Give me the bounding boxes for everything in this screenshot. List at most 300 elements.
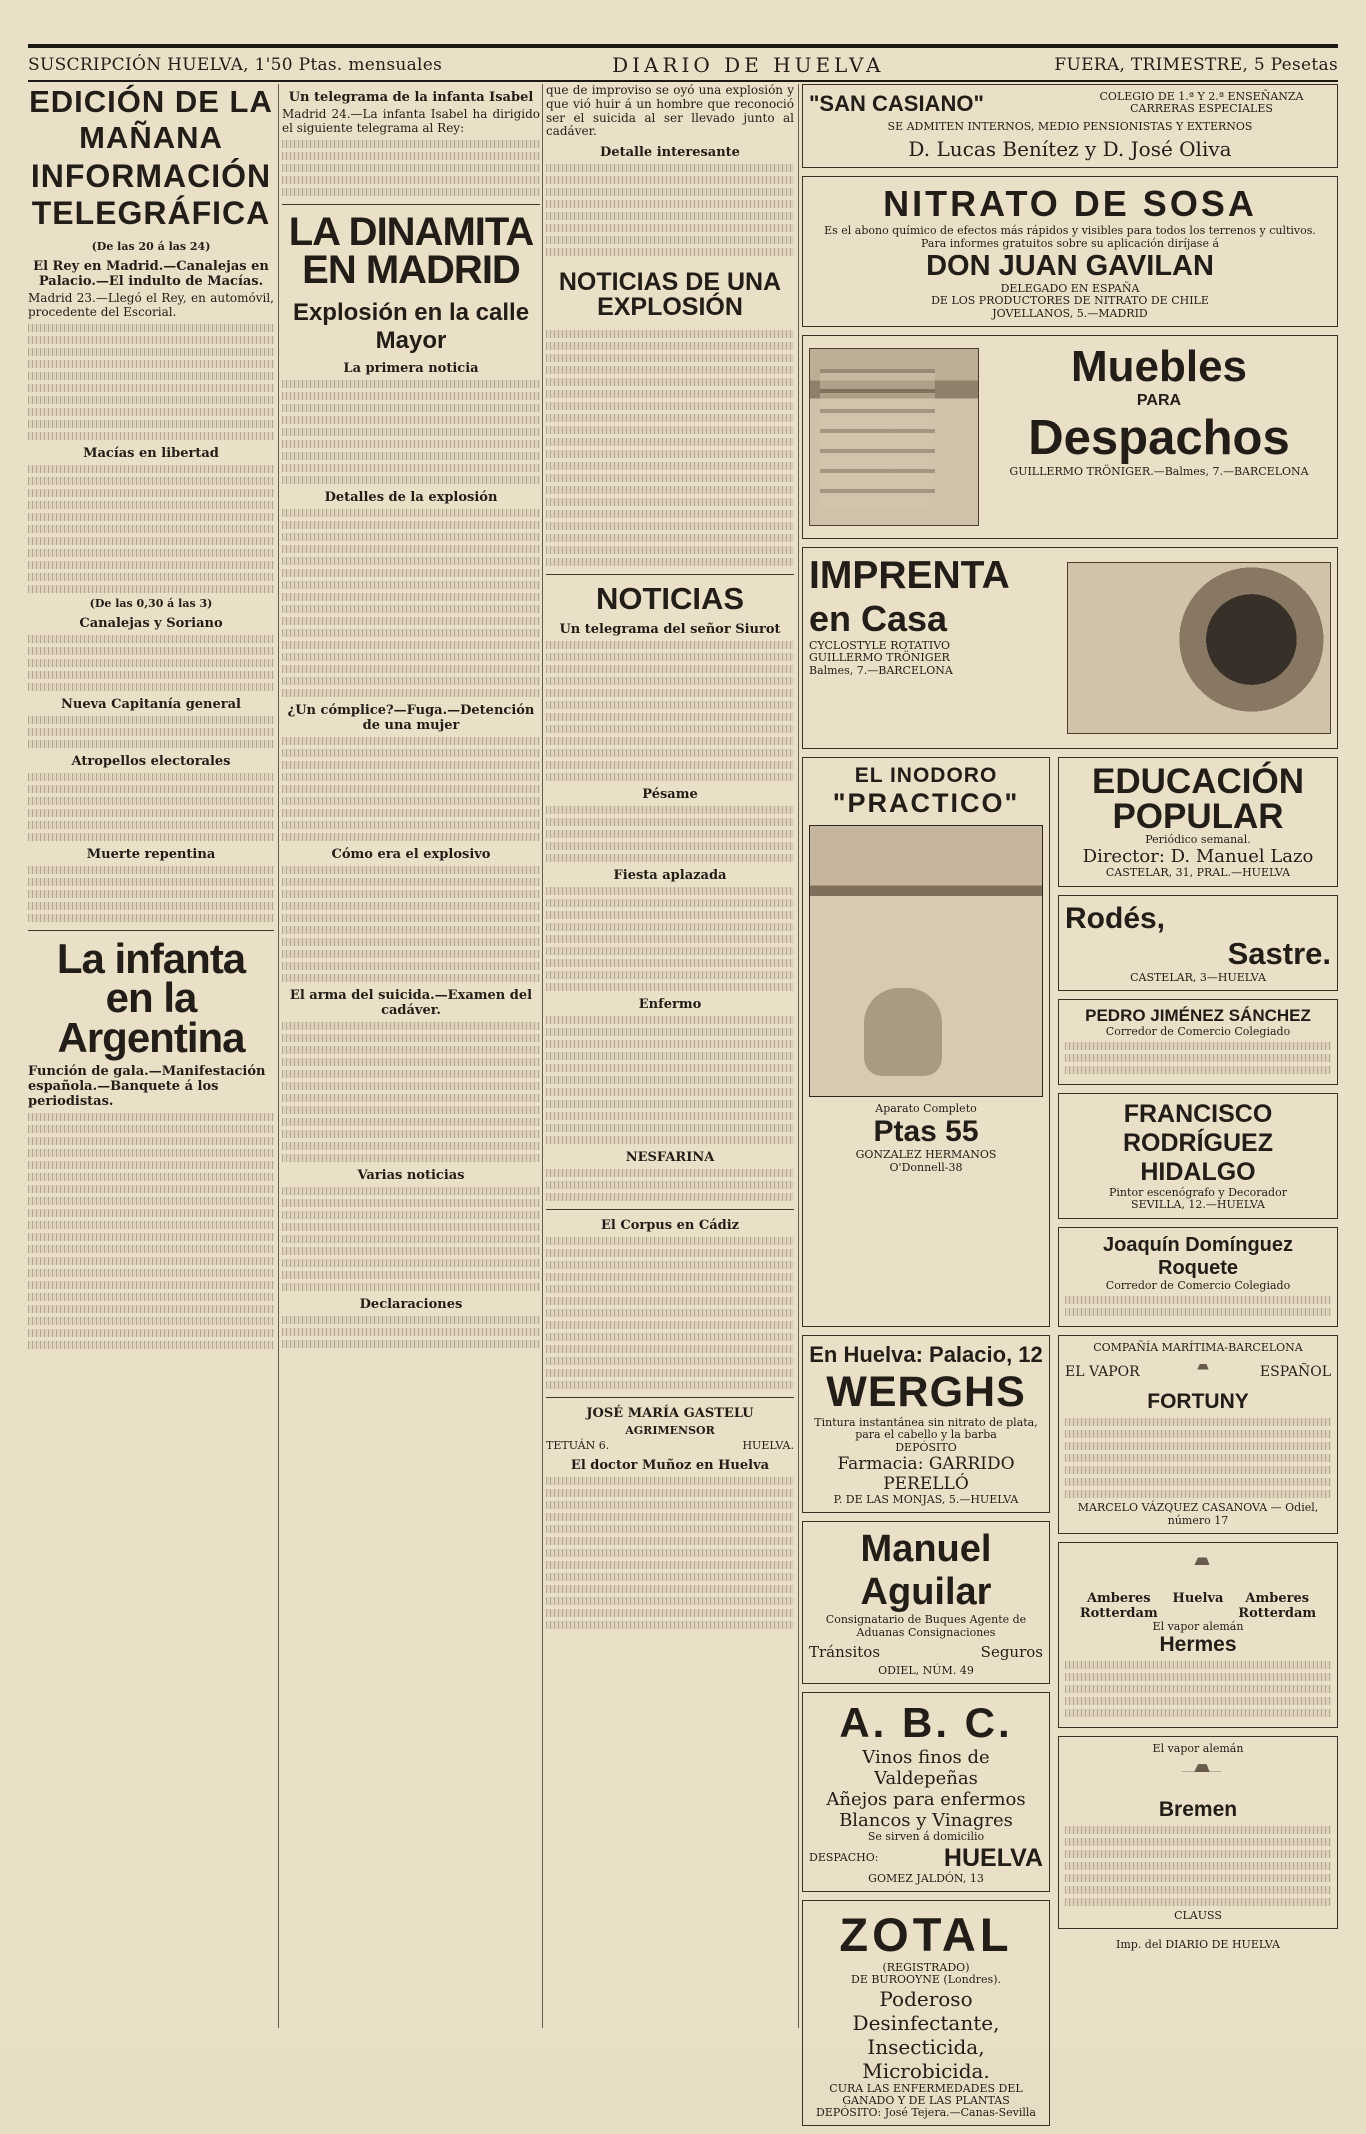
text-band	[546, 546, 794, 554]
text-band	[28, 1269, 274, 1277]
text-band	[282, 416, 540, 424]
nitrato-title: NITRATO DE SOSA	[883, 183, 1257, 225]
primera-noticia-heading: La primera noticia	[343, 360, 479, 376]
text-band	[282, 404, 540, 412]
text-band	[546, 342, 794, 350]
registrado-text: (REGISTRADO)	[882, 1960, 970, 1974]
text-band	[546, 1525, 794, 1533]
text-band	[546, 1237, 794, 1245]
dominguez-title: Joaquín Domínguez Roquete	[1103, 1233, 1293, 1279]
text-band	[546, 188, 794, 196]
text-band	[28, 372, 274, 380]
text-band	[282, 737, 540, 745]
newspaper-title: DIARIO DE HUELVA	[612, 53, 885, 77]
text-band	[282, 164, 540, 172]
pesame-heading: Pésame	[642, 787, 698, 803]
castelar-text: CASTELAR, 31, PRAL.—HUELVA	[1105, 866, 1291, 880]
text-band	[546, 1285, 794, 1293]
text-band	[546, 1016, 794, 1024]
text-band	[546, 450, 794, 458]
text-band	[546, 498, 794, 506]
text-band	[282, 464, 540, 472]
gavilan-intro: Para informes gratuitos sobre su aplicación diríjase á	[920, 236, 1220, 250]
san-casiano-line: SE ADMITEN INTERNOS, MEDIO PENSIONISTAS Y EXTERNOS	[887, 120, 1253, 133]
colegio-title: COLEGIO DE 1.ª Y 2.ª ENSEÑANZA CARRERAS ESPECIALES	[1099, 90, 1304, 116]
director-text: Director: D. Manuel Lazo	[1082, 846, 1314, 868]
text-band	[546, 366, 794, 374]
text-band	[546, 1076, 794, 1084]
text-band	[546, 899, 794, 907]
text-band	[546, 665, 794, 673]
odonnell-text: O'Donnell-38	[889, 1160, 963, 1174]
text-band	[546, 558, 794, 566]
text-band	[546, 474, 794, 482]
enfermo-heading: Enfermo	[638, 997, 702, 1013]
text-band	[546, 510, 794, 518]
text-band	[546, 1537, 794, 1545]
text-band	[282, 1247, 540, 1255]
text-band	[28, 821, 274, 829]
text-band	[282, 1118, 540, 1126]
cura-text: CURA LAS ENFERMEDADES DEL GANADO Y DE LAS PLANTAS	[829, 2081, 1023, 2107]
text-band	[282, 938, 540, 946]
text-band	[282, 629, 540, 637]
text-band	[282, 392, 540, 400]
text-band	[1065, 1862, 1331, 1870]
educacion-ad	[1058, 757, 1338, 887]
text-band	[546, 713, 794, 721]
text-band	[282, 1235, 540, 1243]
text-band	[28, 647, 274, 655]
section-rule	[546, 1209, 794, 1210]
text-band	[282, 1094, 540, 1102]
seguros-text: Seguros	[980, 1642, 1043, 1661]
noticias-explosion-headline: NOTICIAS DE UNA EXPLOSIÓN	[558, 268, 782, 322]
text-band	[28, 477, 274, 485]
text-band	[282, 641, 540, 649]
text-band	[546, 414, 794, 422]
text-band	[282, 809, 540, 817]
vapor-row	[1065, 1360, 1331, 1384]
text-band	[546, 1273, 794, 1281]
text-band	[282, 1187, 540, 1195]
text-band	[1065, 1838, 1331, 1846]
text-band	[546, 1040, 794, 1048]
text-band	[546, 378, 794, 386]
clauss-text: CLAUSS	[1174, 1908, 1222, 1922]
text-band	[546, 1573, 794, 1581]
bremen-title: Bremen	[1158, 1797, 1238, 1821]
text-band	[282, 1316, 540, 1324]
text-band	[282, 1328, 540, 1336]
text-band	[28, 561, 274, 569]
troniger-address-2: Balmes, 7.—BARCELONA	[809, 663, 953, 677]
text-band	[28, 525, 274, 533]
text-band	[282, 653, 540, 661]
imprenta-text	[809, 554, 1059, 742]
text-band	[1065, 1673, 1331, 1681]
text-band	[1065, 1490, 1331, 1498]
text-band	[546, 947, 794, 955]
periodico-text: Periódico semanal.	[1145, 832, 1251, 846]
text-band	[546, 224, 794, 232]
delegado-text: DELEGADO EN ESPAÑA	[1000, 281, 1140, 295]
text-band	[282, 593, 540, 601]
gastelu-heading: JOSÉ MARÍA GASTELU	[586, 1406, 754, 1422]
text-band	[28, 773, 274, 781]
directors: D. Lucas Benítez y D. José Oliva	[908, 137, 1232, 162]
abc-title: A. B. C.	[839, 1699, 1013, 1747]
text-band	[546, 1489, 794, 1497]
text-band	[282, 1046, 540, 1054]
imprint-text: Imp. del DIARIO DE HUELVA	[1115, 1937, 1280, 1951]
rodes-title: Rodés,	[1065, 901, 1166, 935]
text-band	[546, 773, 794, 781]
inodoro-title: EL INODORO	[854, 763, 998, 787]
deposito2-text: DEPÓSITO: José Tejera.—Canas-Sevilla	[816, 2106, 1036, 2120]
canalejas-heading: Canalejas y Soriano	[79, 615, 223, 631]
text-band	[282, 557, 540, 565]
atropellos-heading: Atropellos electorales	[71, 753, 231, 769]
text-band	[28, 573, 274, 581]
text-band	[282, 152, 540, 160]
aguilar-ad	[802, 1521, 1050, 1684]
text-band	[28, 384, 274, 392]
text-band	[1065, 1697, 1331, 1705]
text-band	[28, 728, 274, 736]
text-band	[546, 200, 794, 208]
price-text: Ptas 55	[873, 1115, 979, 1149]
rey-text: Madrid 23.—Llegó el Rey, en automóvil, procedente del Escorial.	[28, 291, 274, 319]
text-band	[282, 773, 540, 781]
rodriguez-title: FRANCISCO RODRÍGUEZ HIDALGO	[1123, 1100, 1273, 1187]
huelva-text: HUELVA.	[742, 1439, 794, 1453]
fortuny-title: FORTUNY	[1147, 1390, 1249, 1414]
text-band	[546, 164, 794, 172]
text-band	[546, 1561, 794, 1569]
text-band	[282, 428, 540, 436]
werghs-ad	[802, 1335, 1050, 1513]
despacho-row	[809, 1844, 1043, 1873]
text-band	[546, 1052, 794, 1060]
text-band	[546, 911, 794, 919]
complice-heading: ¿Un cómplice?—Fuga.—Detención de una mujer	[287, 702, 535, 733]
text-band	[28, 671, 274, 679]
text-band	[546, 701, 794, 709]
text-band	[28, 432, 274, 440]
text-band	[546, 486, 794, 494]
text-band	[28, 809, 274, 817]
text-band	[546, 1249, 794, 1257]
bremen-ad	[1058, 1736, 1338, 1929]
text-band	[28, 420, 274, 428]
text-band	[546, 749, 794, 757]
text-band	[546, 330, 794, 338]
third-column	[546, 84, 794, 2028]
text-band	[282, 1283, 540, 1291]
text-band	[282, 1199, 540, 1207]
deposito-text: DEPÓSITO	[895, 1440, 957, 1454]
text-band	[546, 854, 794, 862]
rodriguez-ad	[1058, 1093, 1338, 1219]
dinamita-headline: LA DINAMITA EN MADRID	[288, 209, 534, 292]
text-band	[282, 617, 540, 625]
text-band	[546, 1297, 794, 1305]
text-band	[546, 842, 794, 850]
aleman-text: El vapor alemán	[1152, 1620, 1244, 1633]
text-band	[546, 390, 794, 398]
text-band	[28, 513, 274, 521]
zotal-title: ZOTAL	[839, 1907, 1013, 1961]
furniture-text	[987, 342, 1331, 532]
pintor-text: Pintor escenógrafo y Decorador	[1109, 1186, 1287, 1200]
consignatario-text: Consignatario de Buques Agente de Aduanas Consignaciones	[825, 1613, 1027, 1639]
text-band	[28, 1281, 274, 1289]
imprenta-ad	[802, 547, 1338, 749]
text-band	[282, 476, 540, 484]
text-band	[546, 818, 794, 826]
text-band	[546, 806, 794, 814]
despacho-label: DESPACHO:	[809, 1850, 879, 1864]
ship-icon	[1162, 1760, 1234, 1790]
route-center: Huelva	[1172, 1591, 1224, 1606]
text-band	[546, 1513, 794, 1521]
corredor2-text: Corredor de Comercio Colegiado	[1105, 1278, 1291, 1292]
text-band	[282, 1034, 540, 1042]
text-band	[1065, 1850, 1331, 1858]
anejos-text: Añejos para enfermos	[826, 1789, 1026, 1811]
text-band	[28, 1233, 274, 1241]
gavilan-name: DON JUAN GAVILAN	[926, 249, 1214, 282]
nesfarina-mention: NESFARINA	[625, 1150, 715, 1166]
text-band	[546, 1309, 794, 1317]
text-band	[282, 521, 540, 529]
text-band	[282, 866, 540, 874]
buroyne-text: DE BUROOYNE (Londres).	[851, 1973, 1001, 1987]
text-band	[546, 677, 794, 685]
odiel49-text: ODIEL, NÚM. 49	[878, 1663, 974, 1677]
ship-icon	[1162, 1553, 1234, 1583]
text-band	[282, 1211, 540, 1219]
text-band	[1065, 1296, 1331, 1304]
text-band	[546, 653, 794, 661]
argentina-subheading: Función de gala.—Manifestación española.—Banquete á los periodistas.	[28, 1064, 266, 1110]
transitos-text: Tránsitos	[809, 1642, 881, 1661]
text-band	[282, 1142, 540, 1150]
detalle-heading: Detalle interesante	[600, 145, 740, 161]
rodes-ad	[1058, 895, 1338, 991]
text-band	[28, 902, 274, 910]
text-band	[28, 1245, 274, 1253]
text-band	[282, 797, 540, 805]
text-band	[546, 983, 794, 991]
explosivo-heading: Cómo era el explosivo	[331, 846, 491, 862]
explosion-subheadline: Explosión en la calle Mayor	[292, 298, 530, 354]
detalles-heading: Detalles de la explosión	[324, 489, 498, 505]
edition-heading: EDICIÓN DE LA MAÑANA	[29, 84, 273, 155]
text-band	[28, 1257, 274, 1265]
text-band	[546, 1357, 794, 1365]
left-column	[28, 84, 274, 2028]
text-band	[28, 1221, 274, 1229]
text-band	[28, 585, 274, 593]
text-band	[546, 1181, 794, 1189]
text-band	[282, 890, 540, 898]
corredor-text: Corredor de Comercio Colegiado	[1105, 1024, 1291, 1038]
column-divider-2	[542, 84, 543, 2028]
text-band	[546, 1064, 794, 1072]
section-rule	[546, 1397, 794, 1398]
mid-ad-grid	[802, 757, 1338, 1335]
blancos-text: Blancos y Vinagres	[839, 1810, 1013, 1832]
farmacia-text: Farmacia: GARRIDO PERELLÓ	[837, 1454, 1015, 1494]
text-band	[282, 176, 540, 184]
text-band	[28, 1137, 274, 1145]
text-band	[282, 974, 540, 982]
text-band	[28, 408, 274, 416]
text-band	[282, 545, 540, 553]
nitrato-subtitle: Es el abono químico de efectos más rápidos y visibles para todos los terrenos y cultivos.	[824, 224, 1316, 238]
news-time-range: (De las 20 á las 24)	[91, 240, 211, 253]
encasa-title: en Casa	[809, 597, 948, 639]
sastre-title: Sastre.	[1227, 935, 1331, 971]
corpus-heading: El Corpus en Cádiz	[600, 1218, 740, 1234]
gastelu-address	[546, 1439, 794, 1452]
muebles-title: Muebles	[1070, 341, 1248, 391]
declaraciones-heading: Declaraciones	[359, 1296, 463, 1312]
text-band	[28, 683, 274, 691]
text-band	[1065, 1418, 1331, 1426]
text-band	[28, 866, 274, 874]
text-band	[28, 1197, 274, 1205]
text-band	[28, 1125, 274, 1133]
section-rule	[28, 930, 274, 931]
text-band	[1065, 1478, 1331, 1486]
column-divider-3	[798, 84, 799, 2028]
advertisement-column	[802, 84, 1338, 2120]
maritima-ad	[1058, 1335, 1338, 1534]
text-band	[28, 336, 274, 344]
text-band	[546, 212, 794, 220]
text-band	[1065, 1685, 1331, 1693]
text-band	[1065, 1066, 1331, 1074]
text-band	[28, 785, 274, 793]
capitania-heading: Nueva Capitanía general	[61, 696, 241, 712]
masthead	[28, 52, 1338, 78]
vinos-text: Vinos finos de Valdepeñas	[862, 1747, 990, 1790]
text-band	[546, 1345, 794, 1353]
text-band	[546, 248, 794, 256]
werghs-title: WERGHS	[826, 1368, 1026, 1417]
text-band	[1065, 1442, 1331, 1450]
fiesta-heading: Fiesta aplazada	[613, 868, 727, 884]
lower-ad-grid	[802, 1335, 1338, 2134]
text-band	[282, 761, 540, 769]
macias-heading: Macías en libertad	[83, 445, 219, 461]
infanta-telegram-text: Madrid 24.—La infanta Isabel ha dirigido el siguiente telegrama al Rey:	[282, 107, 540, 135]
toilet-illustration	[809, 825, 1043, 1097]
text-band	[1065, 1466, 1331, 1474]
text-band	[282, 902, 540, 910]
text-band	[546, 1261, 794, 1269]
second-column	[282, 84, 540, 2028]
text-band	[282, 140, 540, 148]
text-band	[546, 887, 794, 895]
text-band	[28, 833, 274, 841]
text-band	[546, 830, 794, 838]
troniger-address-1: GUILLERMO TRÖNIGER.—Balmes, 7.—BARCELONA	[1009, 464, 1309, 478]
infanta-telegram-heading: Un telegrama de la infanta Isabel	[288, 90, 534, 105]
text-band	[28, 501, 274, 509]
jimenez-title: PEDRO JIMÉNEZ SÁNCHEZ	[1085, 1005, 1311, 1025]
desk-illustration	[809, 348, 979, 526]
text-band	[1065, 1430, 1331, 1438]
text-band	[546, 1028, 794, 1036]
text-band	[28, 1317, 274, 1325]
telegraphic-heading: INFORMACIÓN TELEGRÁFICA	[30, 158, 272, 231]
text-band	[282, 1154, 540, 1162]
text-band	[282, 188, 540, 196]
text-band	[1065, 1661, 1331, 1669]
furniture-ad	[802, 335, 1338, 539]
text-band	[546, 534, 794, 542]
text-band	[546, 1112, 794, 1120]
text-band	[28, 878, 274, 886]
text-band	[282, 926, 540, 934]
text-band	[546, 971, 794, 979]
text-band	[546, 176, 794, 184]
text-band	[1065, 1308, 1331, 1316]
san-casiano-ad	[802, 84, 1338, 168]
text-band	[28, 1305, 274, 1313]
productores-text: DE LOS PRODUCTORES DE NITRATO DE CHILE	[931, 294, 1209, 308]
text-band	[28, 348, 274, 356]
text-band	[28, 396, 274, 404]
cyclostyle-text: CYCLOSTYLE ROTATIVO	[809, 638, 951, 652]
text-band	[28, 914, 274, 922]
text-band	[28, 1149, 274, 1157]
text-band	[1065, 1898, 1331, 1906]
insecticida-text: Insecticida, Microbicida.	[862, 2034, 990, 2083]
text-band	[28, 1161, 274, 1169]
munoz-heading: El doctor Muñoz en Huelva	[570, 1458, 770, 1474]
text-band	[282, 1106, 540, 1114]
san-casiano-title: "SAN CASIANO"	[809, 91, 984, 116]
imprenta-title: IMPRENTA	[809, 553, 1010, 597]
top-rule	[28, 44, 1338, 48]
poderoso-text: Poderoso Desinfectante,	[852, 1986, 1000, 2035]
vapor-label: EL VAPOR	[1065, 1364, 1140, 1381]
section-rule	[546, 574, 794, 575]
secondary-time-range: (De las 0,30 á las 3)	[89, 596, 213, 610]
text-band	[546, 1169, 794, 1177]
text-band	[282, 1022, 540, 1030]
text-band	[28, 635, 274, 643]
section-rule	[282, 204, 540, 205]
aguilar-title: Manuel Aguilar	[860, 1528, 992, 1614]
text-band	[546, 236, 794, 244]
text-band	[28, 716, 274, 724]
text-band	[28, 1293, 274, 1301]
text-band	[28, 1341, 274, 1349]
text-band	[282, 440, 540, 448]
text-band	[546, 1136, 794, 1144]
gonzalez-text: GONZALEZ HERMANOS	[855, 1148, 997, 1162]
text-band	[28, 797, 274, 805]
text-band	[28, 1209, 274, 1217]
tetuan-text: TETUÁN 6.	[546, 1439, 610, 1453]
route-left: Amberes Rotterdam	[1079, 1591, 1158, 1621]
